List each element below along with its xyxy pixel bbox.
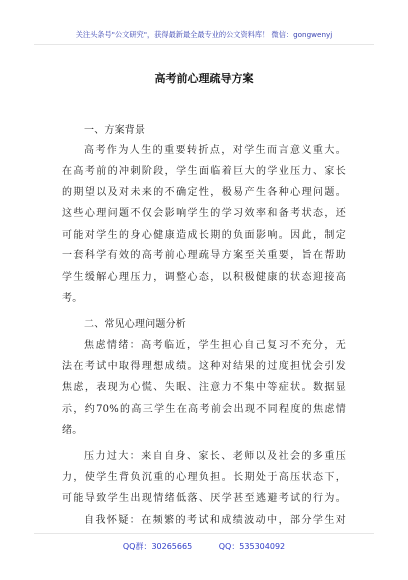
text-line: 一套科学有效的高考前心理疏导方案至关重要，旨在帮助: [62, 250, 346, 261]
footer-divider: [34, 533, 374, 534]
text-line: 的期望以及对未来的不确定性，极易产生各种心理问题。: [62, 187, 346, 198]
text-line: 考。: [62, 293, 83, 304]
text-line: 示，约70%的高三学生在高考前会出现不同程度的焦虑情: [62, 404, 346, 415]
header-divider: [34, 44, 374, 45]
text-line: 高考作为人生的重要转折点，对学生而言意义重大。: [84, 145, 346, 156]
text-line: 在高考前的冲刺阶段，学生面临着巨大的学业压力、家长: [62, 166, 346, 177]
footer-contacts: [0, 541, 408, 552]
text-line: 可能导致学生出现情绪低落、厌学甚至逃避考试的行为。: [62, 493, 346, 504]
text-line: 可能对学生的身心健康造成长期的负面影响。因此，制定: [62, 230, 346, 241]
header-notice: 关注头条号"公文研究"，获得最新最全最专业的公文资料库！ 微信：gongwenyj: [75, 30, 333, 39]
text-line: 绪。: [62, 425, 83, 436]
text-line: 学生缓解心理压力，调整心态，以积极健康的状态迎接高: [62, 272, 346, 283]
text-line: 压力过大：来自自身、家长、老师以及社会的多重压: [84, 451, 346, 462]
section-heading-1: 一、方案背景: [84, 125, 146, 136]
doc-title: 高考前心理疏导方案: [154, 72, 254, 85]
text-line: 焦虑情绪：高考临近，学生担心自己复习不充分，无: [84, 340, 346, 351]
text-line: 自我怀疑：在频繁的考试和成绩波动中，部分学生对: [84, 515, 346, 526]
text-line: 法在考试中取得理想成绩。这种对结果的过度担忧会引发: [62, 361, 346, 372]
text-line: 焦虑，表现为心慌、失眠、注意力不集中等症状。数据显: [62, 382, 346, 393]
text-line: 这些心理问题不仅会影响学生的学习效率和备考状态，还: [62, 208, 346, 219]
text-line: 力，使学生背负沉重的心理负担。长期处于高压状态下，: [62, 472, 346, 483]
section-heading-2: 二、常见心理问题分析: [84, 319, 186, 330]
footer-qq-number: QQ：535304092: [218, 542, 286, 551]
footer-qq-group: QQ群：30265665: [122, 542, 193, 551]
